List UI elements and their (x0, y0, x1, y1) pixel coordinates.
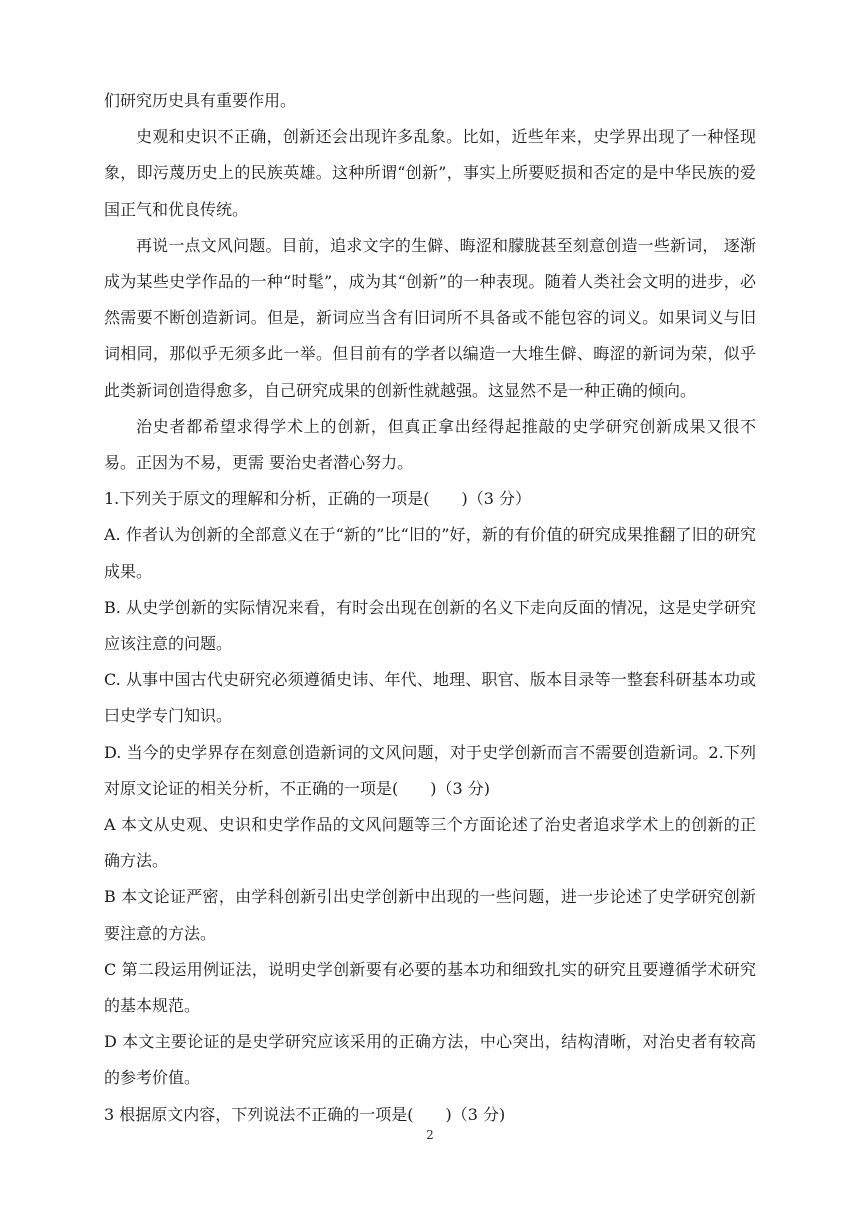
question-1-stem: 1.下列关于原文的理解和分析，正确的一项是( )（3 分） (104, 489, 532, 509)
paragraph-continuation: 们研究历史具有重要作用。 (104, 91, 297, 110)
question-3-stem: 3 根据原文内容，下列说法不正确的一项是( )（3 分) (104, 1104, 506, 1124)
question-2-option-d: D 本文主要论证的是史学研究应该采用的正确方法，中心突出，结构清晰，对治史者有较高的参考价值。 (104, 1032, 756, 1088)
document-body (104, 83, 756, 1133)
question-2-option-a: A 本文从史观、史识和史学作品的文风问题等三个方面论述了治史者追求学术上的创新的正确方法。 (104, 815, 756, 871)
page-number: 2 (426, 1128, 434, 1142)
question-2-option-b: B 本文论证严密，由学科创新引出史学创新中出现的一些问题，进一步论述了史学研究创新要注意的方法。 (104, 887, 756, 943)
question-1-option-c: C. 从事中国古代史研究必须遵循史讳、年代、地理、职官、版本目录等一整套科研基本功或曰史学专门知识。 (104, 670, 756, 726)
paragraph-conclusion: 治史者都希望求得学术上的创新，但真正拿出经得起推敲的史学研究创新成果又很不易。正因为不易，更需 要治史者潜心努力。 (104, 416, 756, 473)
question-2-option-c: C 第二段运用例证法，说明史学创新要有必要的基本功和细致扎实的研究且要遵循学术研究的基本规范。 (104, 959, 756, 1016)
paragraph-shiguan-shishi: 史观和史识不正确，创新还会出现许多乱象。比如，近些年来，史学界出现了一种怪现象，即污蔑历史上的民族英雄。这种所谓“创新”，事实上所要贬损和否定的是中华民族的爱国正气和优良传统。 (104, 127, 756, 219)
question-1-option-b: B. 从史学创新的实际情况来看，有时会出现在创新的名义下走向反面的情况，这是史学研究应该注意的问题。 (104, 597, 756, 654)
paragraph-wenfeng: 再说一点文风问题。目前，追求文字的生僻、晦涩和朦胧甚至刻意创造一些新词， 逐渐成为某些史学作品的一种“时髦”，成为其“创新”的一种表现。随着人类社会文明的进步，必然需要不断创造新词。但是，新词应当含有旧词所不具备或不能包容的词义。如果词义与旧词相同，那似乎无须多此一举。但目前有的学者以编造一大堆生僻、晦涩的新词为荣，似乎此类新词创造得愈多，自己研究成果的创新性就越强。这显然不是一种正确的倾向。 (104, 235, 756, 400)
question-1-option-a: A. 作者认为创新的全部意义在于“新的”比“旧的”好，新的有价值的研究成果推翻了旧的研究成果。 (104, 525, 756, 581)
question-1-option-d-and-question-2-stem: D. 当今的史学界存在刻意创造新词的文风问题，对于史学创新而言不需要创造新词。2.下列对原文论证的相关分析，不正确的一项是( )（3 分) (104, 742, 756, 798)
